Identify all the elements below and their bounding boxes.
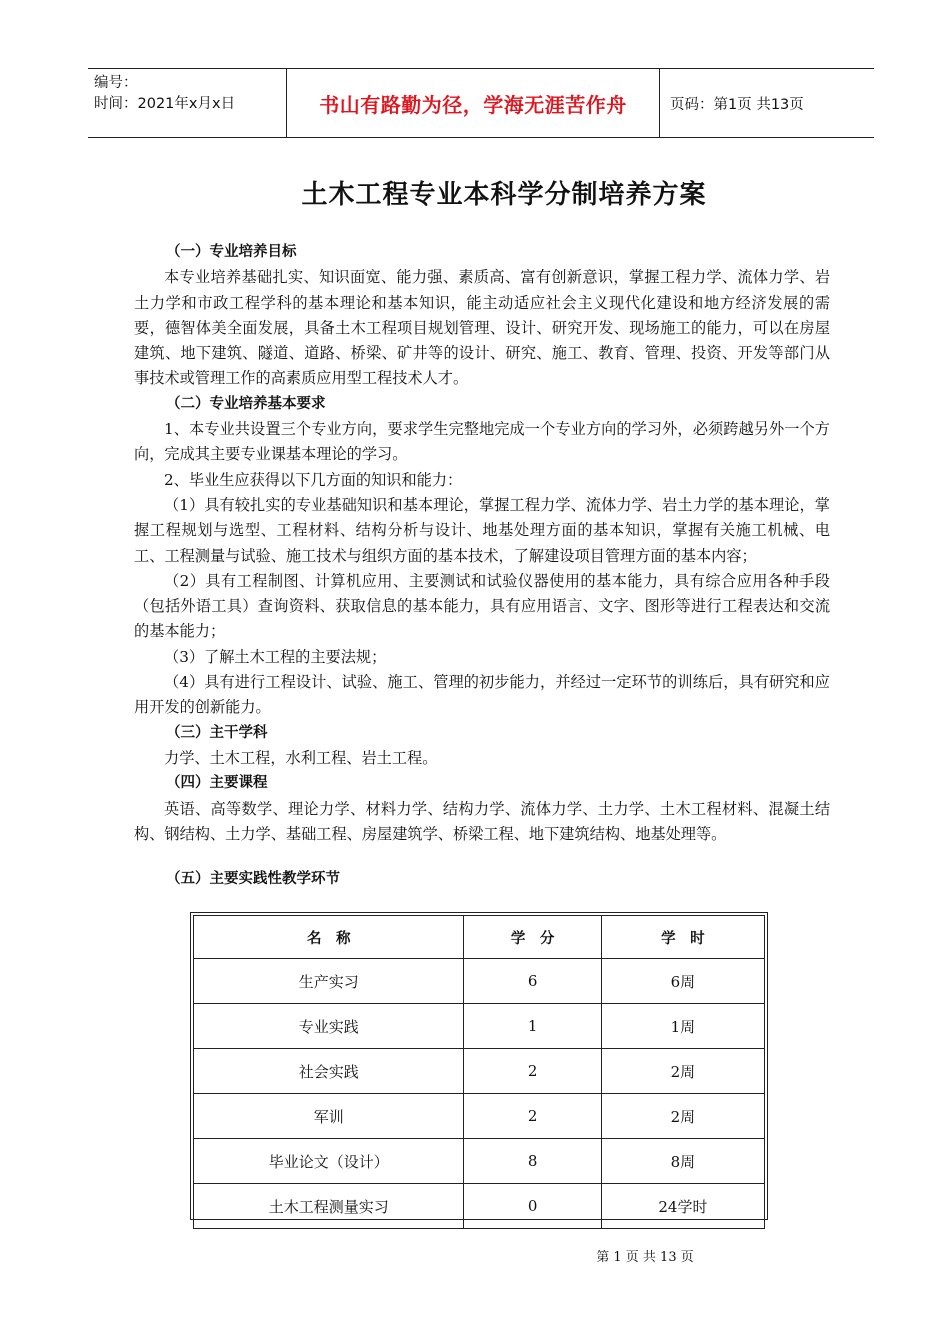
list-item: （1）具有较扎实的专业基础知识和基本理论，掌握工程力学、流体力学、岩土力学的基本理论，掌握工程规划与选型、工程材料、结构分析与设计、地基处理方面的基本知识，掌握有关施工机械、电工、工程测量与试验、施工技术与组织方面的基本技术，了解建设项目管理方面的基本内容； [134, 495, 830, 565]
document-body [134, 240, 830, 892]
section-heading: （五）主要实践性教学环节 [166, 871, 340, 888]
cell-credits: 1 [464, 1004, 601, 1049]
cell-name: 社会实践 [194, 1049, 464, 1094]
cell-name: 土木工程测量实习 [194, 1184, 464, 1229]
list-item: （3）了解土木工程的主要法规； [164, 647, 387, 666]
section-heading: （二）专业培养基本要求 [166, 395, 326, 412]
cell-name: 军训 [194, 1094, 464, 1139]
paragraph: 力学、土木工程，水利工程、岩土工程。 [164, 748, 438, 767]
list-item: （2）具有工程制图、计算机应用、主要测试和试验仪器使用的基本能力，具有综合应用各种手段（包括外语工具）查询资料、获取信息的基本能力，具有应用语言、文字、图形等进行工程表达和交流的基本能力； [134, 571, 830, 641]
section-heading: （四）主要课程 [166, 775, 268, 792]
cell-hours: 24学时 [601, 1184, 764, 1229]
section-heading: （三）主干学科 [166, 724, 268, 741]
paragraph: 英语、高等数学、理论力学、材料力学、结构力学、流体力学、土力学、土木工程材料、混凝土结构、钢结构、土力学、基础工程、房屋建筑学、桥梁工程、地下建筑结构、地基处理等。 [134, 799, 830, 843]
paragraph: 2、毕业生应获得以下几方面的知识和能力： [164, 470, 463, 489]
cell-hours: 6周 [601, 959, 764, 1004]
page-footer: 第 1 页 共 13 页 [596, 1250, 694, 1265]
paragraph: 本专业培养基础扎实、知识面宽、能力强、素质高、富有创新意识，掌握工程力学、流体力学、岩土力学和市政工程学科的基本理论和基本知识，能主动适应社会主义现代化建设和地方经济发展的需要，德智体美全面发展，具备土木工程项目规划管理、设计、研究开发、现场施工的能力，可以在房屋建筑、地下建筑、隧道、道路、桥梁、矿井等的设计、研究、施工、教育、管理、投资、开发等部门从事技术或管理工作的高素质应用型工程技术人才。 [134, 268, 830, 388]
motto: 书山有路勤为径，学海无涯苦作舟 [286, 69, 660, 137]
table-row [194, 1139, 765, 1184]
cell-name: 专业实践 [194, 1004, 464, 1049]
time-label: 时间：2021年x月x日 [94, 96, 236, 112]
page-info: 页码：第1页 共13页 [670, 96, 804, 113]
cell-credits: 2 [464, 1049, 601, 1094]
column-header-credits: 学 分 [464, 916, 601, 959]
cell-hours: 1周 [601, 1004, 764, 1049]
paragraph: 1、本专业共设置三个专业方向，要求学生完整地完成一个专业方向的学习外，必须跨越另外一个方向，完成其主要专业课基本理论的学习。 [134, 420, 830, 464]
cell-hours: 2周 [601, 1049, 764, 1094]
column-header-hours: 学 时 [601, 916, 764, 959]
section-heading: （一）专业培养目标 [166, 244, 297, 260]
cell-hours: 8周 [601, 1139, 764, 1184]
cell-hours: 2周 [601, 1094, 764, 1139]
cell-credits: 2 [464, 1094, 601, 1139]
table-row [194, 1049, 765, 1094]
cell-name: 毕业论文（设计） [194, 1139, 464, 1184]
document-title: 土木工程专业本科学分制培养方案 [301, 180, 707, 210]
number-label: 编号： [94, 75, 138, 91]
document-header [88, 68, 874, 138]
spacer [134, 847, 830, 867]
list-item: （4）具有进行工程设计、试验、施工、管理的初步能力，并经过一定环节的训练后，具有研究和应用开发的创新能力。 [134, 673, 830, 717]
table-row [194, 1094, 765, 1139]
table-header-row [194, 916, 765, 959]
cell-credits: 0 [464, 1184, 601, 1229]
cell-name: 生产实习 [194, 959, 464, 1004]
table-row [194, 1004, 765, 1049]
cell-credits: 8 [464, 1139, 601, 1184]
practice-table-frame [190, 912, 768, 1220]
cell-credits: 6 [464, 959, 601, 1004]
column-header-name: 名 称 [194, 916, 464, 959]
header-meta-cell [88, 69, 286, 137]
table-row [194, 959, 765, 1004]
table-row [194, 1184, 765, 1229]
practice-table [193, 915, 765, 1229]
